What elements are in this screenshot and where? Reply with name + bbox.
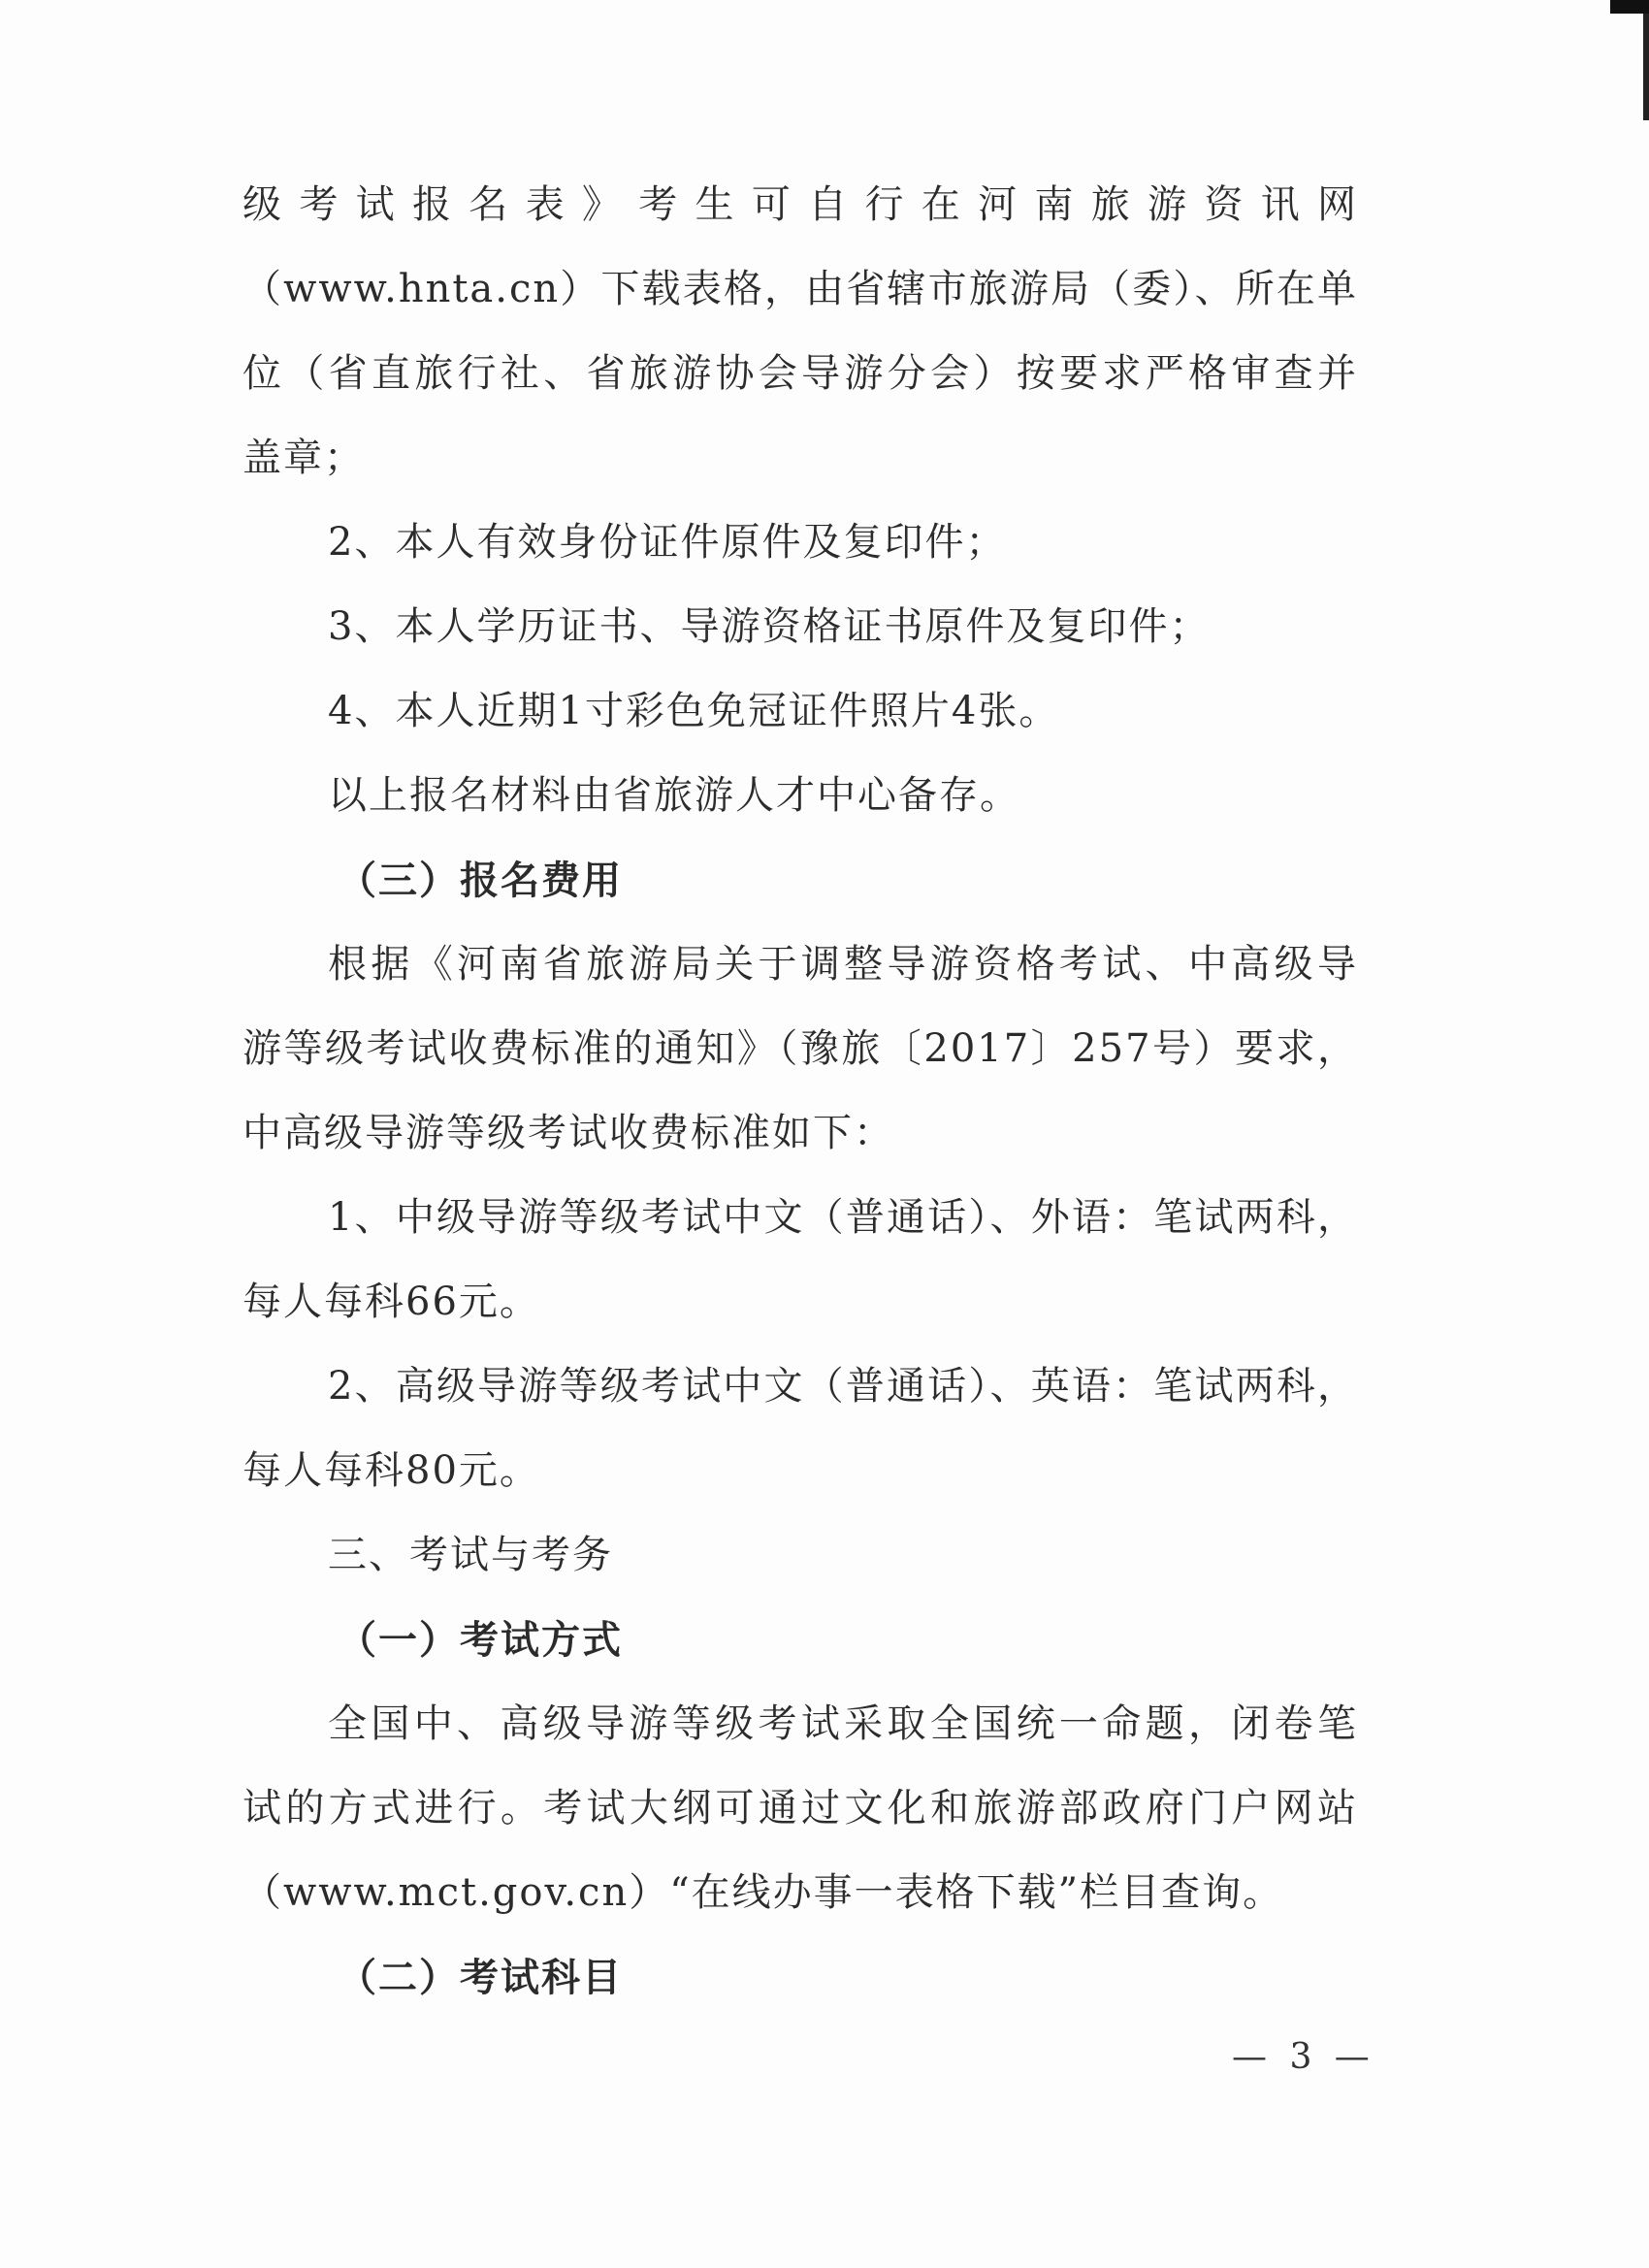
section-heading: （二）考试科目	[338, 1955, 623, 2000]
paragraph-line: （www.mct.gov.cn）“在线办事一表格下载”栏目查询。	[242, 1870, 1284, 1915]
paragraph-line: 全国中、高级导游等级考试采取全国统一命题，闭卷笔	[328, 1701, 1358, 1746]
list-item: 3、本人学历证书、导游资格证书原件及复印件；	[328, 604, 1211, 649]
paragraph-line: 位（省直旅行社、省旅游协会导游分会）按要求严格审查并	[242, 351, 1358, 396]
chapter-heading: 三、考试与考务	[328, 1533, 613, 1577]
paragraph-line: 级考试报名表》考生可自行在河南旅游资讯网	[242, 182, 1358, 227]
document-body	[242, 163, 1358, 2020]
section-heading: （三）报名费用	[338, 858, 623, 903]
list-item: 2、本人有效身份证件原件及复印件；	[328, 520, 1007, 565]
paragraph-line: 试的方式进行。考试大纲可通过文化和旅游部政府门户网站	[242, 1786, 1358, 1831]
section-heading: （一）考试方式	[338, 1617, 623, 1663]
scan-corner-mark	[1610, 0, 1649, 14]
paragraph-line: 盖章；	[242, 436, 365, 480]
paragraph-line: 中高级导游等级考试收费标准如下：	[242, 1111, 894, 1155]
paragraph-line: 每人每科66元。	[242, 1280, 540, 1324]
page-number: — 3 —	[1232, 2037, 1375, 2077]
paragraph-line: （www.hnta.cn）下载表格，由省辖市旅游局（委）、所在单	[242, 267, 1358, 311]
list-item: 4、本人近期1寸彩色免冠证件照片4张。	[328, 689, 1060, 733]
paragraph-line: 每人每科80元。	[242, 1448, 540, 1493]
scan-edge-mark	[1643, 14, 1649, 120]
paragraph-line: 游等级考试收费标准的通知》（豫旅〔2017〕257号）要求，	[242, 1026, 1358, 1071]
list-item: 2、高级导游等级考试中文（普通话）、英语：笔试两科，	[328, 1364, 1358, 1409]
paragraph-line: 以上报名材料由省旅游人才中心备存。	[328, 773, 1020, 818]
list-item: 1、中级导游等级考试中文（普通话）、外语：笔试两科，	[328, 1195, 1358, 1240]
paragraph-line: 根据《河南省旅游局关于调整导游资格考试、中高级导	[328, 942, 1358, 987]
